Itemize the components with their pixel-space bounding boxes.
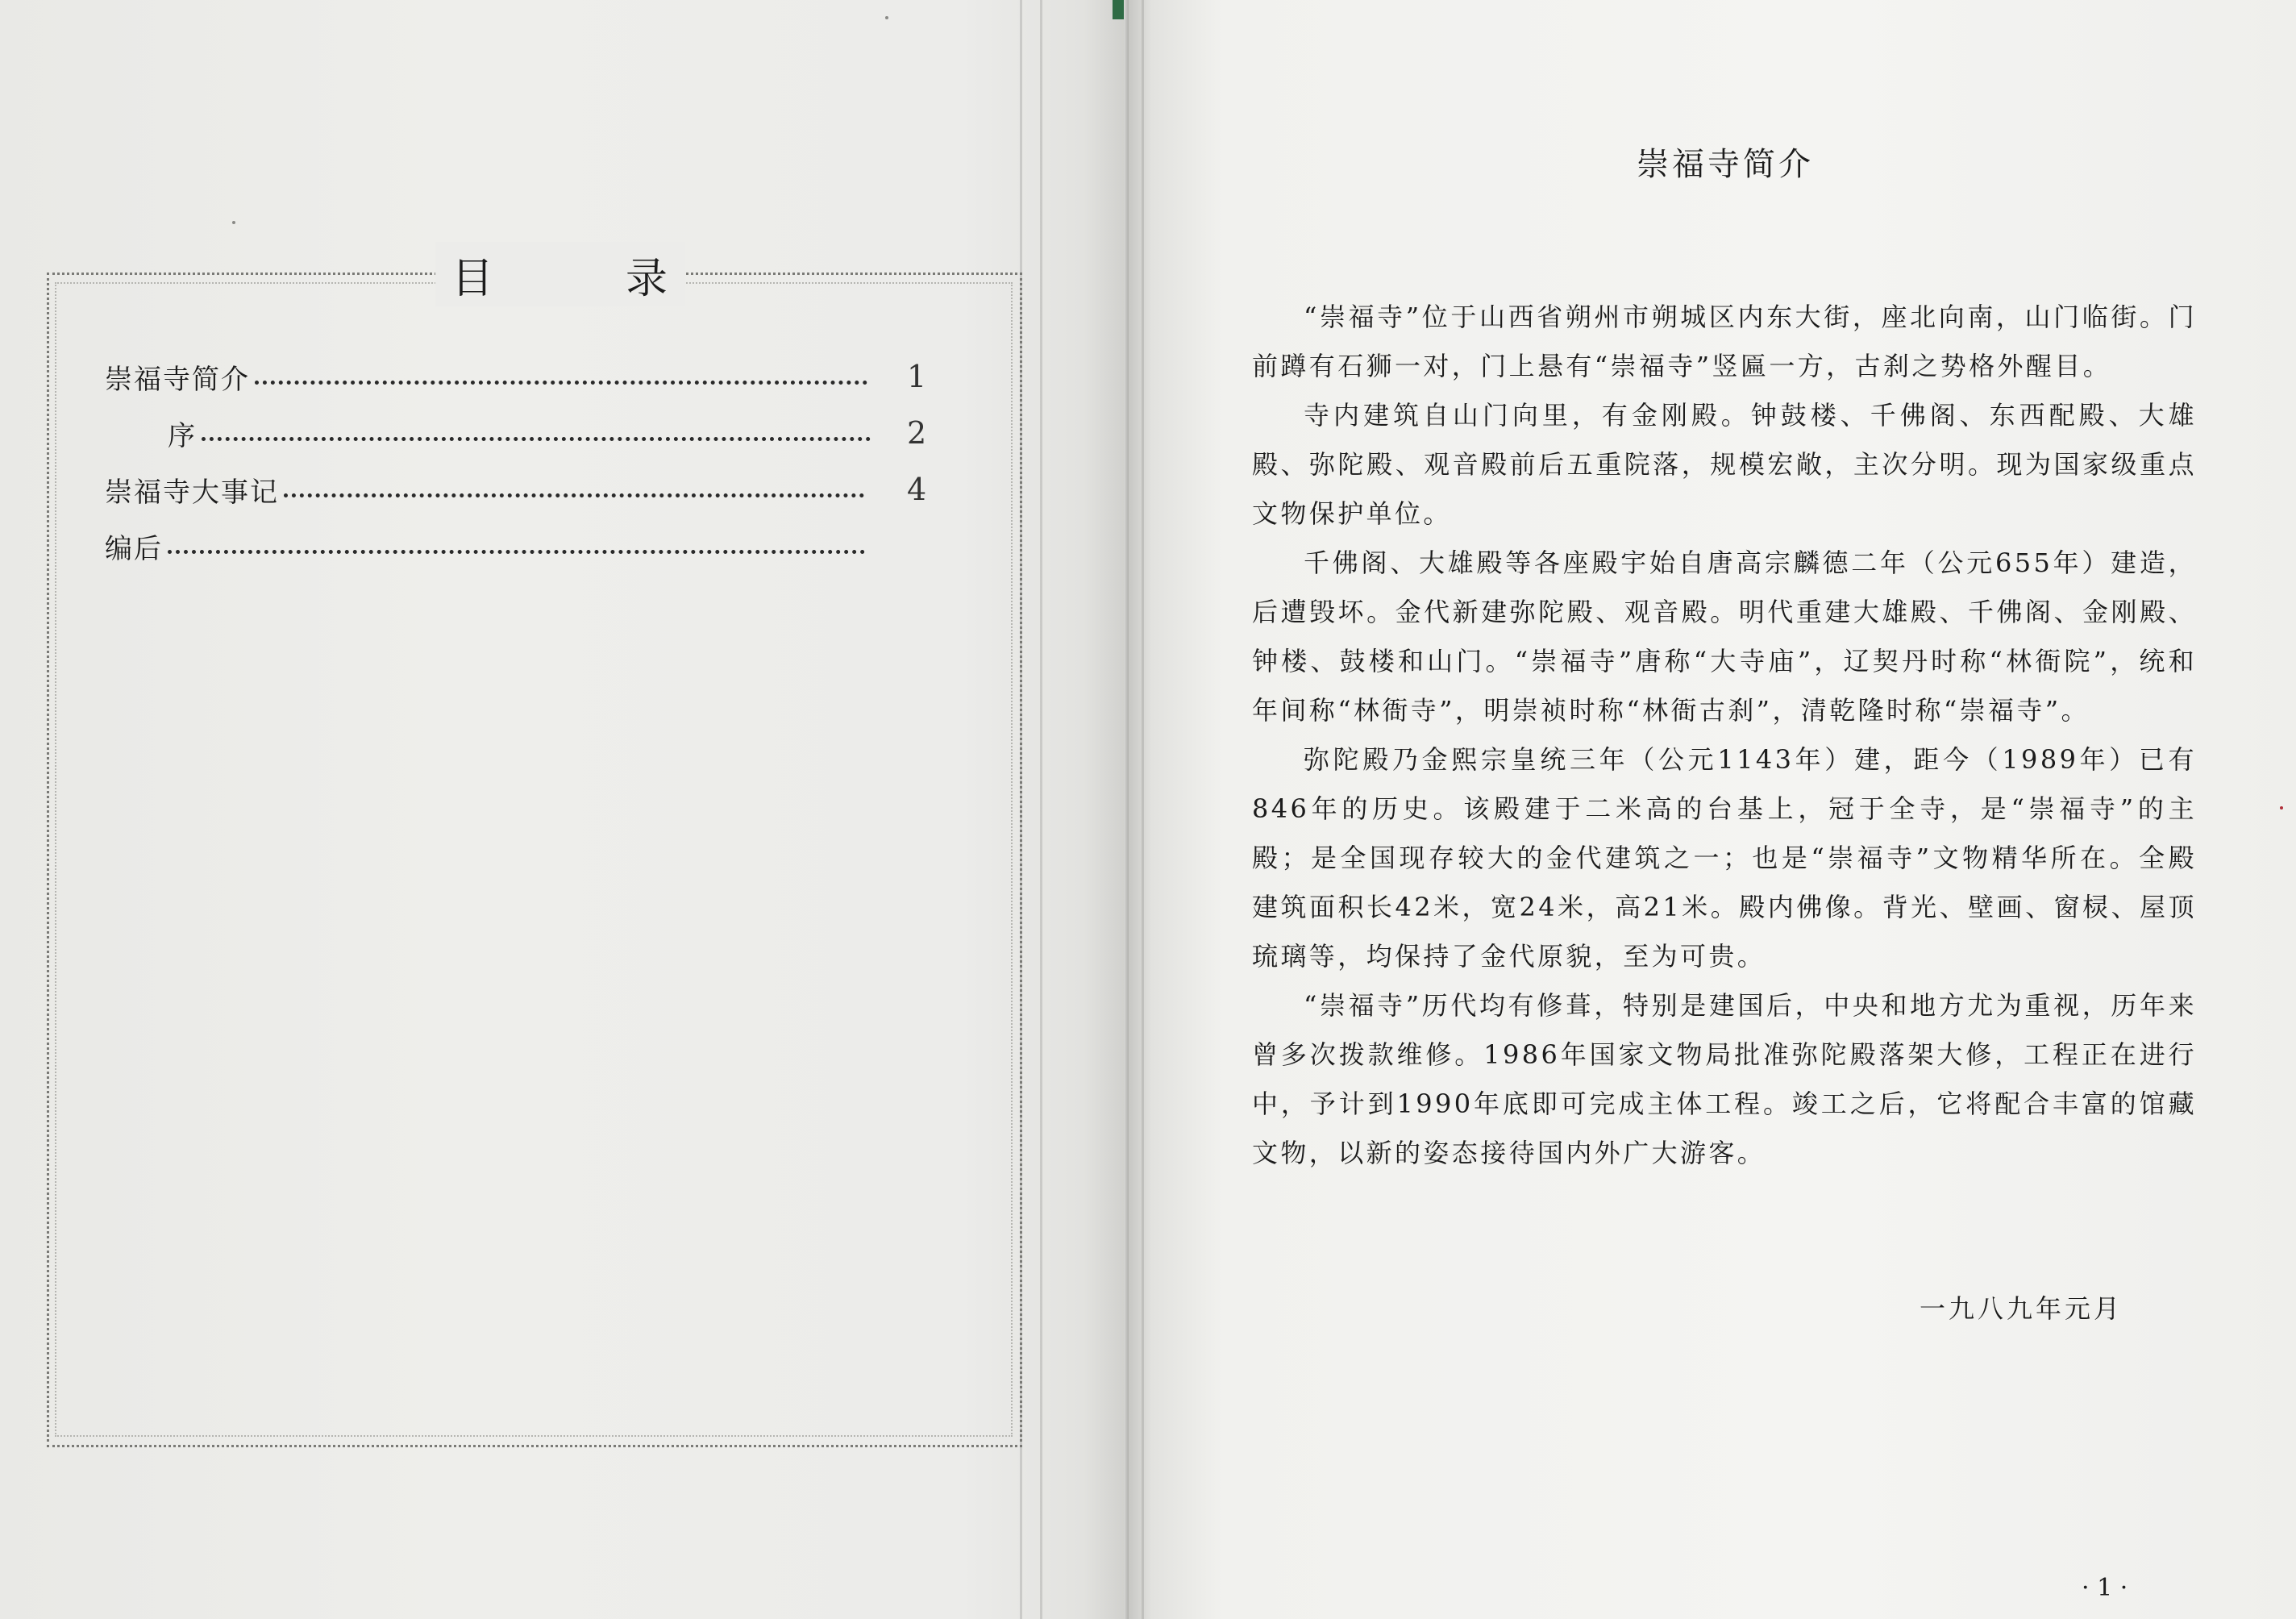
dot-leader <box>284 493 864 497</box>
toc-title-char: 目 <box>451 254 496 303</box>
toc-entry-afterword[interactable] <box>105 518 935 574</box>
toc-entry-page: 4 <box>907 472 927 507</box>
toc-entry-preface[interactable] <box>105 405 935 461</box>
article-paragraph: “崇福寺”位于山西省朔州市朔城区内东大街，座北向南，山门临街。门前蹲有石狮一对，门上悬有“崇福寺”竖匾一方，古刹之势格外醒目。 <box>1252 302 2197 381</box>
dot-leader <box>255 381 867 385</box>
toc-entry-intro[interactable] <box>105 348 935 405</box>
paper-speck <box>885 16 888 19</box>
dot-leader <box>168 550 865 554</box>
toc-entry-label: 崇福寺大事记 <box>105 476 279 509</box>
toc-entry-chronicle[interactable] <box>105 461 935 518</box>
toc-entry-label: 崇福寺简介 <box>105 363 250 396</box>
toc-entry-label: 序 <box>168 419 197 452</box>
dot-leader <box>202 437 871 441</box>
paper-speck <box>232 221 235 224</box>
article-paragraph: 千佛阁、大雄殿等各座殿宇始自唐高宗麟德二年（公元655年）建造，后遭毁坏。金代新建弥陀殿、观音殿。明代重建大雄殿、千佛阁、金刚殿、钟楼、鼓楼和山门。“崇福寺”唐称“大寺庙”，辽契丹时称“林衙院”，统和年间称“林衙寺”，明崇祯时称“林衙古刹”，清乾隆时称“崇福寺”。 <box>1252 547 2197 726</box>
toc-entry-page: 1 <box>907 359 927 394</box>
paper-speck <box>2280 806 2283 810</box>
toc-list <box>105 348 935 574</box>
page-number: · 1 · <box>2082 1574 2128 1602</box>
article-date: 一九八九年元月 <box>1919 1293 2123 1324</box>
page-crease <box>1040 0 1042 1619</box>
page-crease <box>1142 0 1144 1619</box>
article-paragraph: “崇福寺”历代均有修葺，特别是建国后，中央和地方尤为重视，历年来曾多次拨款维修。1986年国家文物局批准弥陀殿落架大修，工程正在进行中，予计到1990年底即可完成主体工程。竣工之后，它将配合丰富的馆藏文物，以新的姿态接待国内外广大游客。 <box>1252 990 2197 1168</box>
toc-entry-page: 2 <box>907 415 927 451</box>
article-paragraph: 弥陀殿乃金熙宗皇统三年（公元1143年）建，距今（1989年）已有846年的历史。该殿建于二米高的台基上，冠于全寺，是“崇福寺”的主殿；是全国现存较大的金代建筑之一；也是“崇福寺”文物精华所在。全殿建筑面积长42米，宽24米，高21米。殿内佛像。背光、壁画、窗棂、屋顶琉璃等，均保持了金代原貌，至为可贵。 <box>1252 744 2197 972</box>
left-page-contents <box>0 0 1129 1619</box>
binding-tab <box>1113 0 1124 19</box>
article-paragraph: 寺内建筑自山门向里，有金刚殿。钟鼓楼、千佛阁、东西配殿、大雄殿、弥陀殿、观音殿前后五重院落，规模宏敞，主次分明。现为国家级重点文物保护单位。 <box>1252 400 2197 529</box>
article-title: 崇福寺简介 <box>1637 146 1814 183</box>
toc-title-char: 录 <box>625 254 669 303</box>
toc-entry-label: 编后 <box>105 532 163 565</box>
toc-title <box>435 242 685 306</box>
article-body <box>1252 293 2197 1178</box>
